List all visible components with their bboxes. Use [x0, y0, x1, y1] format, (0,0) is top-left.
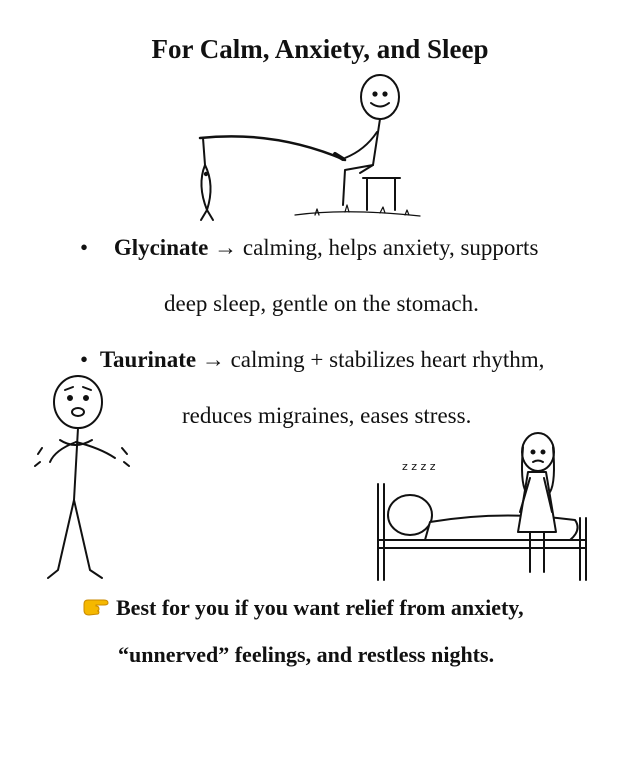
bullet-marker: • — [80, 235, 89, 260]
glycinate-description-cont: deep sleep, gentle on the stomach. — [164, 291, 479, 316]
arrow-icon: → — [214, 235, 238, 260]
anxious-figure-illustration — [30, 370, 140, 590]
taurinate-label: Taurinate — [99, 347, 197, 372]
arrow-icon: → — [201, 347, 225, 372]
glycinate-description: calming, helps anxiety, supports — [242, 235, 539, 260]
sleep-bed-illustration — [370, 422, 595, 587]
footer-text-line2: “unnerved” feelings, and restless nights. — [118, 642, 495, 667]
pointing-hand-icon — [82, 596, 110, 618]
fishing-figure-illustration — [195, 70, 425, 230]
bullet-glycinate-line1 — [80, 236, 538, 259]
taurinate-description: calming + stabilizes heart rhythm, — [230, 347, 545, 372]
footer-line1 — [82, 596, 524, 619]
bullet-glycinate-line2 — [164, 292, 479, 315]
bullet-marker: • — [80, 347, 89, 372]
footer-text-line1: Best for you if you want relief from anxiety, — [116, 595, 524, 620]
bullet-taurinate-line1 — [80, 348, 544, 371]
taurinate-description-cont: reduces migraines, eases stress. — [182, 403, 472, 428]
glycinate-label: Glycinate — [113, 235, 209, 260]
snore-text: z z z z — [402, 460, 436, 473]
footer-line2 — [118, 644, 494, 666]
page-title: For Calm, Anxiety, and Sleep — [151, 34, 489, 64]
